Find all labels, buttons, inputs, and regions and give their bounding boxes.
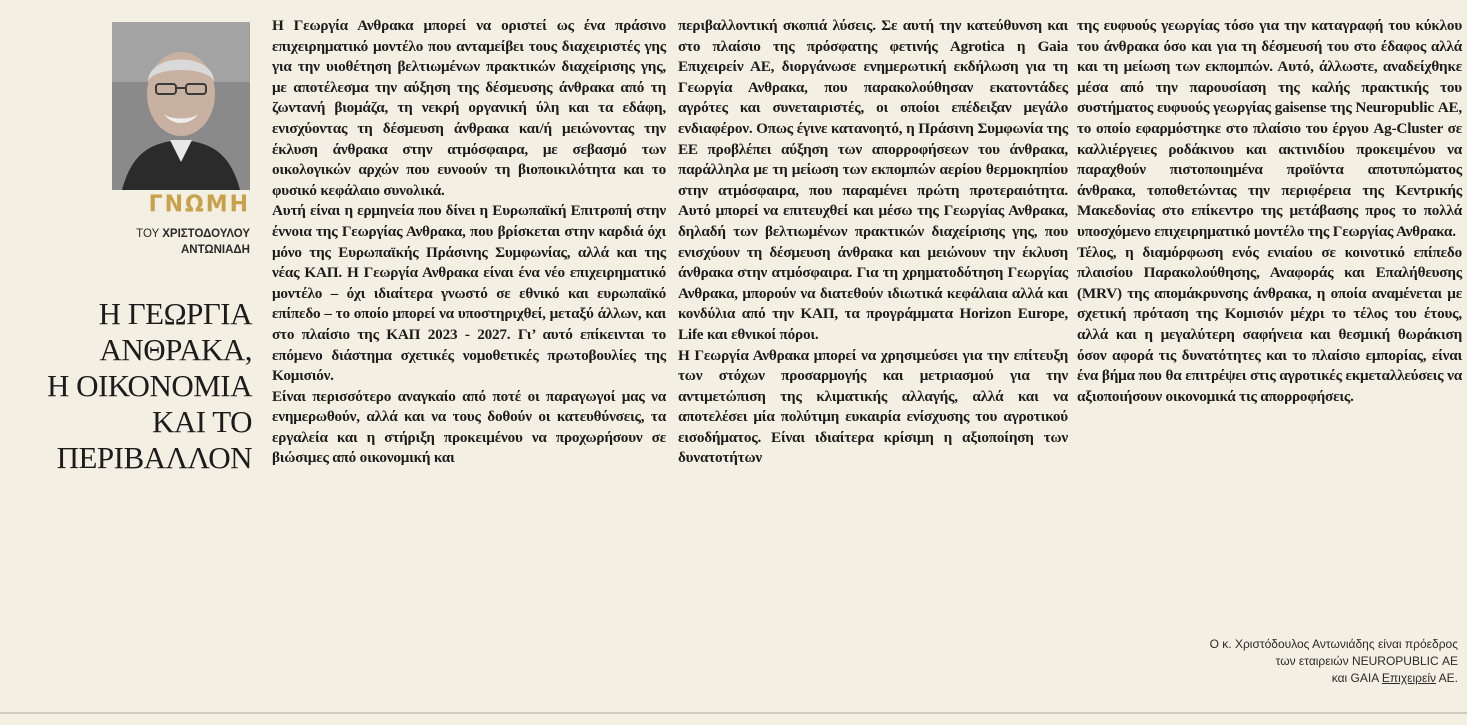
- paragraph: Η Γεωργία Ανθρακα μπορεί να οριστεί ως ένα πράσινο επιχειρηματικό μοντέλο που ανταμείβει τους διαχειριστές γης για την υιοθέτηση βελτιωμένων πρακτικών διαχείρισης γης, με αποτέλεσμα την αύξηση της δέσμευσης άνθρακα από τη ζωντανή βιομάζα, τη νεκρή οργανική ύλη και τα εδάφη, ενισχύοντας τη δέσμευση άνθρακα και/ή μειώνοντας την έκλυση άνθρακα στην ατμόσφαιρα, με σεβασμό των οικολογικών αρχών που ευνοούν τη βιοποικιλότητα και το φυσικό κεφάλαιο συνολικά.: [272, 17, 666, 199]
- paragraph: Η Γεωργία Ανθρακα μπορεί να χρησιμεύσει για την επίτευξη των στόχων προσαρμογής και μετριασμού για την αντιμετώπιση της κλιματικής αλλαγής, αλλά και να αποτελέσει μία πολύτιμη ευκαιρία ενίσχυσης του αγροτικού εισοδήματος. Είναι ιδιαίτερα κρίσιμη η αξιοποίηση των δυνατοτήτων: [678, 346, 1068, 467]
- bio-line: [1082, 670, 1458, 687]
- headline-line: ΠΕΡΙΒΑΛΛΟΝ: [56, 440, 252, 475]
- author-byline: [40, 226, 250, 258]
- section-label: ΓΝΩΜΗ: [148, 191, 250, 218]
- paragraph: Τέλος, η διαμόρφωση ενός ενιαίου σε κοινοτικό επίπεδο πλαισίου Παρακολούθησης, Αναφοράς και Επαλήθευσης (MRV) της απομάκρυνσης άνθρακα, η οποία αναμένεται με σχετική πρόταση της Κομισιόν μέχρι το τέλος του έτους, αλλά και η μεγαλύτερη σαφήνεια και θεσμική θωράκιση όσον αφορά τις δυνατότητες και το πλαίσιο εμπορίας, είναι ένα βήμα που θα επιτρέψει στις αγροτικές εκμεταλλεύσεις να αξιοποιήσουν οικονομικά τις απορροφήσεις.: [1077, 243, 1462, 405]
- headline-line: Η ΟΙΚΟΝΟΜΙΑ: [46, 368, 252, 403]
- article-column-1: [272, 16, 666, 469]
- paragraph: της ευφυούς γεωργίας τόσο για την καταγραφή του κύκλου του άνθρακα όσο και για τη δέσμευσή του στο έδαφος αλλά και τη μείωση των εκπομπών. Αυτό, άλλωστε, αναδείχθηκε μέσα από την παρουσίαση της καλής πρακτικής του συστήματος ευφυούς γεωργίας gaisense της Neuropublic ΑΕ, το οποίο εφαρμόστηκε στο πλαίσιο του έργου Ag-Cluster σε καλλιέργειες ροδάκινου και ακτινιδίου προκειμένου να παραχθούν πιστοποιημένα προϊόντα αποτυπώματος άνθρακα, τοποθετώντας την περιφέρεια της Κεντρικής Μακεδονίας στο επίκεντρο της μετάβασης προς το πολλά υποσχόμενο επιχειρηματικό μοντέλο της Γεωργίας Ανθρακα.: [1077, 17, 1462, 240]
- article-headline: [20, 296, 252, 476]
- bottom-rule: [0, 712, 1467, 714]
- article-column-3: [1077, 16, 1462, 407]
- bio-text: ΑΕ.: [1435, 671, 1458, 685]
- sidebar: [0, 0, 262, 725]
- bio-text: και GAIA: [1331, 671, 1382, 685]
- bio-line: Ο κ. Χριστόδουλος Αντωνιάδης είναι πρόεδρος: [1209, 637, 1458, 651]
- author-prefix: ΤΟΥ: [136, 228, 160, 240]
- paragraph: Είναι περισσότερο αναγκαίο από ποτέ οι παραγωγοί μας να ενημερωθούν, αλλά και να τους δοθούν οι κατευθύνσεις, τα εργαλεία και η στήριξη προκειμένου να προχωρήσουν σε βιώσιμες από οικονομική και: [272, 387, 666, 467]
- author-bio: [1082, 636, 1458, 687]
- headline-line: ΚΑΙ ΤΟ: [151, 404, 252, 439]
- headline-line: Η ΓΕΩΡΓΙΑ: [98, 296, 252, 331]
- author-first-name: ΧΡΙΣΤΟΔΟΥΛΟΥ: [162, 228, 250, 240]
- portrait-image: [112, 22, 250, 190]
- bio-underlined-word: Επιχειρείν: [1381, 671, 1436, 685]
- headline-line: ΑΝΘΡΑΚΑ,: [99, 332, 252, 367]
- article-column-2: [678, 16, 1068, 469]
- paragraph: Αυτή είναι η ερμηνεία που δίνει η Ευρωπαϊκή Επιτροπή στην έννοια της Γεωργίας Ανθρακα, που βρίσκεται στην καρδιά όχι μόνο της Ευρωπαϊκής Πράσινης Συμφωνίας, αλλά και της νέας ΚΑΠ. Η Γεωργία Ανθρακα είναι ένα νέο επιχειρηματικό μοντέλο – όχι ιδιαίτερα γνωστό σε εθνικό και ευρωπαϊκό επίπεδο – το οποίο μπορεί να υποστηριχθεί, μεταξύ άλλων, και στο πλαίσιο της ΚΑΠ 2023 - 2027. Γι’ αυτό επίκεινται το επόμενο διάστημα σχετικές νομοθετικές πρωτοβουλίες της Κομισιόν.: [272, 202, 666, 385]
- author-photo: [112, 22, 250, 190]
- author-last-name: ΑΝΤΩΝΙΑΔΗ: [180, 244, 250, 256]
- paragraph: περιβαλλοντική σκοπιά λύσεις. Σε αυτή την κατεύθυνση και στο πλαίσιο της πρόσφατης φετινής Agrotica η Gaia Επιχειρείν ΑΕ, διοργάνωσε ενημερωτική εκδήλωση για τη Γεωργία Ανθρακα, που παρακολούθησαν εκατοντάδες αγρότες και συνεταιριστές, οι οποίοι επέδειξαν μεγάλο ενδιαφέρον. Οπως έγινε κατανοητό, η Πράσινη Συμφωνία της ΕΕ προβλέπει αύξηση των απορροφήσεων του άνθρακα, παράλληλα με τη μείωση των εκπομπών αερίου θερμοκηπίου στην ατμόσφαιρα, που παραμένει πρώτη προτεραιότητα. Αυτό μπορεί να επιτευχθεί και μέσω της Γεωργίας Ανθρακα, δηλαδή των βελτιωμένων πρακτικών διαχείρισης γης, που ενισχύουν τη δέσμευση άνθρακα και μειώνουν την έκλυση άνθρακα στην ατμόσφαιρα. Για τη χρηματοδότηση Γεωργίας Ανθρακα, μπορούν να διατεθούν ιδιωτικά κεφάλαια αλλά και κονδύλια από την ΚΑΠ, τα προγράμματα Horizon Europe, Life και εθνικοί πόροι.: [678, 17, 1068, 343]
- bio-line: των εταιρειών NEUROPUBLIC ΑΕ: [1275, 654, 1458, 668]
